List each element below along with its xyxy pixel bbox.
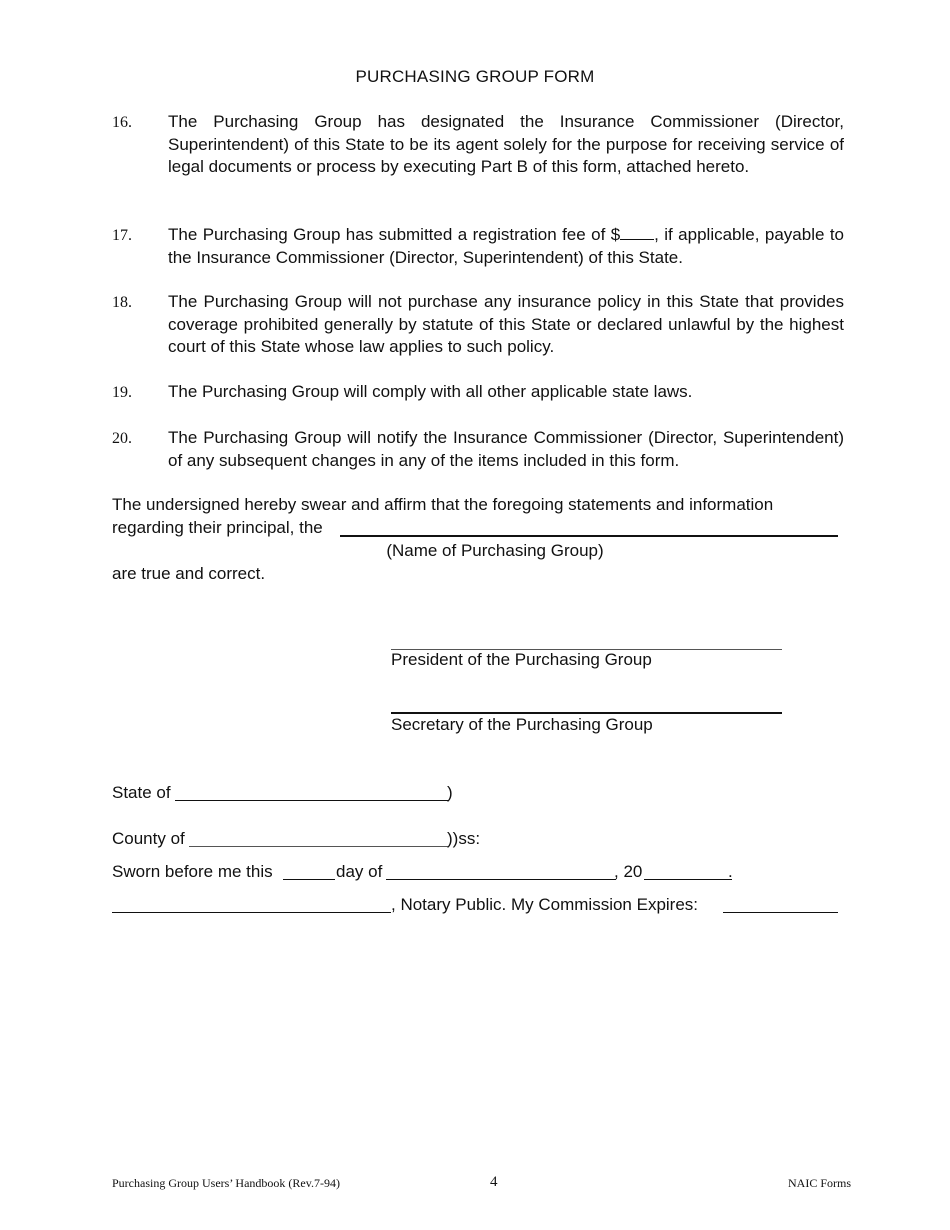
- year-period: .: [728, 862, 733, 881]
- affirmation-line-3: are true and correct.: [112, 564, 266, 583]
- state-paren: ): [447, 783, 453, 802]
- sworn-year-field[interactable]: [644, 879, 732, 880]
- affirmation-line-1: The undersigned hereby swear and affirm that the foregoing statements and information: [112, 495, 774, 514]
- item-text-before: The Purchasing Group has submitted a registration fee of $: [168, 225, 621, 244]
- sworn-day-field[interactable]: [283, 879, 335, 880]
- sworn-month-field[interactable]: [386, 879, 616, 880]
- item-text: [168, 224, 844, 269]
- footer-naic: NAIC Forms: [787, 1176, 851, 1190]
- list-item-19: [112, 381, 844, 404]
- sworn-label: Sworn before me this: [112, 862, 273, 881]
- item-text: The Purchasing Group will not purchase any insurance policy in this State that provides coverage prohibited generally by statute of this State or declared unlawful by the highest court of this State whose law applies to such policy.: [168, 292, 844, 356]
- item-number: 19.: [112, 384, 132, 401]
- president-label: President of the Purchasing Group: [391, 650, 652, 669]
- item-number: 16.: [112, 114, 132, 131]
- list-item-16: [112, 111, 844, 179]
- item-number: 17.: [112, 227, 132, 244]
- page-title: PURCHASING GROUP FORM: [355, 67, 595, 86]
- item-text: The Purchasing Group has designated the Insurance Commissioner (Director, Superintendent) of this State to be its agent solely for the purpose for receiving service of legal documents or process by executing Part B of this form, attached hereto.: [168, 112, 844, 176]
- item-text-after: , if applicable, payable to the Insurance Commissioner (Director, Superintendent) of this State.: [168, 225, 845, 267]
- item-text: The Purchasing Group will comply with all other applicable state laws.: [168, 382, 693, 401]
- county-field[interactable]: [189, 846, 448, 847]
- group-name-field[interactable]: [340, 535, 838, 537]
- year-label: , 20: [614, 862, 643, 881]
- list-item-17: [112, 224, 844, 269]
- day-of-label: day of: [336, 862, 383, 881]
- footer-handbook: Purchasing Group Users’ Handbook (Rev.7-94): [112, 1176, 340, 1190]
- state-field[interactable]: [175, 800, 449, 801]
- county-label: County of: [112, 829, 185, 848]
- group-name-caption: (Name of Purchasing Group): [386, 541, 604, 560]
- page-number: 4: [490, 1174, 498, 1190]
- notary-label: , Notary Public. My Commission Expires:: [391, 895, 699, 914]
- state-label: State of: [112, 783, 171, 802]
- notary-name-field[interactable]: [112, 912, 391, 913]
- item-number: 18.: [112, 294, 132, 311]
- secretary-signature-line[interactable]: [391, 712, 782, 714]
- item-text: The Purchasing Group will notify the Insurance Commissioner (Director, Superintendent) of any subsequent changes in any of the items included in this form.: [168, 428, 844, 470]
- list-item-18: [112, 291, 844, 359]
- item-number: 20.: [112, 430, 132, 447]
- affirmation-line-2: regarding their principal, the: [112, 518, 323, 537]
- county-suffix: ))ss:: [447, 829, 481, 848]
- secretary-label: Secretary of the Purchasing Group: [391, 715, 653, 734]
- fee-amount-field[interactable]: [620, 224, 654, 240]
- commission-expires-field[interactable]: [723, 912, 838, 913]
- list-item-20: [112, 427, 844, 472]
